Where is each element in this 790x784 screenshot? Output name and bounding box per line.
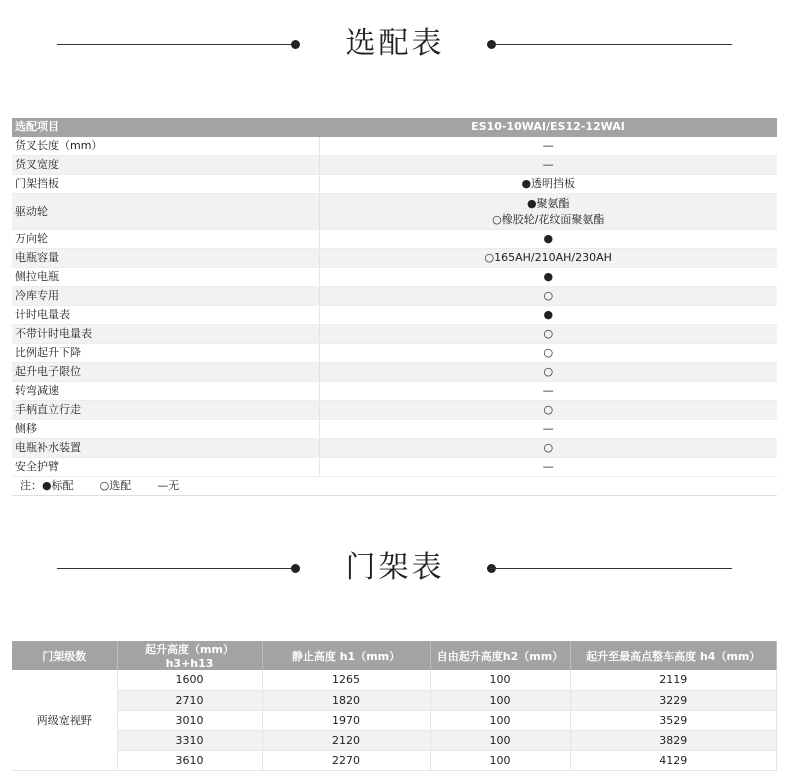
config-item-label: 转弯减速 — [12, 382, 319, 401]
config-item-value: ● — [319, 306, 777, 325]
config-table — [12, 118, 777, 496]
config-item-label: 万向轮 — [12, 230, 319, 249]
config-item-label: 比例起升下降 — [12, 344, 319, 363]
config-header-model: ES10-10WAI/ES12-12WAI — [319, 118, 777, 137]
legend-prefix: 注：●标配 — [20, 479, 74, 493]
config-header-item: 选配项目 — [12, 118, 319, 137]
mast-header-overall-height: 起升至最高点整车高度 h4（mm） — [570, 641, 777, 670]
config-item-label: 门架挡板 — [12, 175, 319, 194]
config-item-value: ○ — [319, 401, 777, 420]
config-item-value: ○ — [319, 344, 777, 363]
mast-row — [12, 750, 777, 770]
mast-cell: 100 — [430, 670, 570, 690]
config-row — [12, 287, 777, 306]
mast-table — [12, 641, 777, 771]
config-row — [12, 439, 777, 458]
config-header-row — [12, 118, 777, 137]
config-row — [12, 249, 777, 268]
config-item-value: — — [319, 458, 777, 477]
config-value-optional: ○橡胶轮/花纹面聚氨酯 — [492, 212, 605, 226]
config-item-value: — — [319, 156, 777, 175]
config-item-label: 计时电量表 — [12, 306, 319, 325]
config-row — [12, 156, 777, 175]
config-value-standard: ●聚氨酯 — [526, 196, 570, 210]
mast-row — [12, 730, 777, 750]
mast-cell: 3310 — [117, 730, 262, 750]
mast-row — [12, 710, 777, 730]
config-item-value — [319, 194, 777, 230]
mast-cell: 2119 — [570, 670, 777, 690]
config-item-label: 侧拉电瓶 — [12, 268, 319, 287]
mast-header-lift-height: 起升高度（mm）h3+h13 — [117, 641, 262, 670]
legend-optional: ○选配 — [99, 479, 132, 493]
config-item-label: 安全护臂 — [12, 458, 319, 477]
config-row — [12, 268, 777, 287]
mast-cell: 1265 — [262, 670, 430, 690]
mast-cell: 1600 — [117, 670, 262, 690]
config-item-value: — — [319, 137, 777, 156]
config-item-label: 货叉长度（mm） — [12, 137, 319, 156]
config-item-label: 电瓶容量 — [12, 249, 319, 268]
config-item-value: — — [319, 382, 777, 401]
title-line-right — [490, 568, 732, 569]
config-item-value: ○ — [319, 439, 777, 458]
config-row — [12, 194, 777, 230]
legend-cell — [12, 477, 777, 496]
config-item-value: — — [319, 420, 777, 439]
mast-cell: 3529 — [570, 710, 777, 730]
config-item-label: 起升电子限位 — [12, 363, 319, 382]
config-item-value: ○ — [319, 287, 777, 306]
mast-cell: 1820 — [262, 690, 430, 710]
config-row — [12, 401, 777, 420]
config-row — [12, 363, 777, 382]
mast-header-row — [12, 641, 777, 670]
config-item-value: ● — [319, 268, 777, 287]
config-row — [12, 325, 777, 344]
config-row — [12, 306, 777, 325]
mast-cell: 100 — [430, 710, 570, 730]
title-line-right — [490, 44, 732, 45]
mast-section-title — [0, 548, 790, 588]
mast-header-static-height: 静止高度 h1（mm） — [262, 641, 430, 670]
legend-none: —无 — [157, 479, 180, 493]
config-row — [12, 420, 777, 439]
mast-cell: 3010 — [117, 710, 262, 730]
mast-row — [12, 690, 777, 710]
config-row — [12, 230, 777, 249]
mast-title-label: 门架表 — [345, 550, 445, 585]
config-section-title — [0, 24, 790, 64]
config-row — [12, 137, 777, 156]
mast-cell: 100 — [430, 730, 570, 750]
mast-header-stage: 门架级数 — [12, 641, 117, 670]
mast-cell: 3829 — [570, 730, 777, 750]
mast-group-label: 两级宽视野 — [12, 670, 117, 770]
config-row — [12, 175, 777, 194]
config-item-value: ○ — [319, 363, 777, 382]
mast-cell: 2270 — [262, 750, 430, 770]
config-row — [12, 344, 777, 363]
config-item-value: ○165AH/210AH/230AH — [319, 249, 777, 268]
config-item-label: 侧移 — [12, 420, 319, 439]
config-item-value: ● — [319, 230, 777, 249]
legend-row — [12, 477, 777, 496]
config-item-value: ●透明挡板 — [319, 175, 777, 194]
mast-cell: 100 — [430, 750, 570, 770]
config-item-label: 驱动轮 — [12, 194, 319, 230]
mast-cell: 100 — [430, 690, 570, 710]
config-row — [12, 458, 777, 477]
mast-cell: 2120 — [262, 730, 430, 750]
config-item-label: 冷库专用 — [12, 287, 319, 306]
mast-header-free-lift: 自由起升高度h2（mm） — [430, 641, 570, 670]
config-item-value: ○ — [319, 325, 777, 344]
mast-cell: 4129 — [570, 750, 777, 770]
mast-cell: 1970 — [262, 710, 430, 730]
mast-cell: 3610 — [117, 750, 262, 770]
config-item-label: 货叉宽度 — [12, 156, 319, 175]
config-title-label: 选配表 — [345, 26, 445, 61]
mast-cell: 3229 — [570, 690, 777, 710]
config-item-label: 手柄直立行走 — [12, 401, 319, 420]
config-row — [12, 382, 777, 401]
config-item-label: 电瓶补水装置 — [12, 439, 319, 458]
mast-row — [12, 670, 777, 690]
config-item-label: 不带计时电量表 — [12, 325, 319, 344]
mast-cell: 2710 — [117, 690, 262, 710]
